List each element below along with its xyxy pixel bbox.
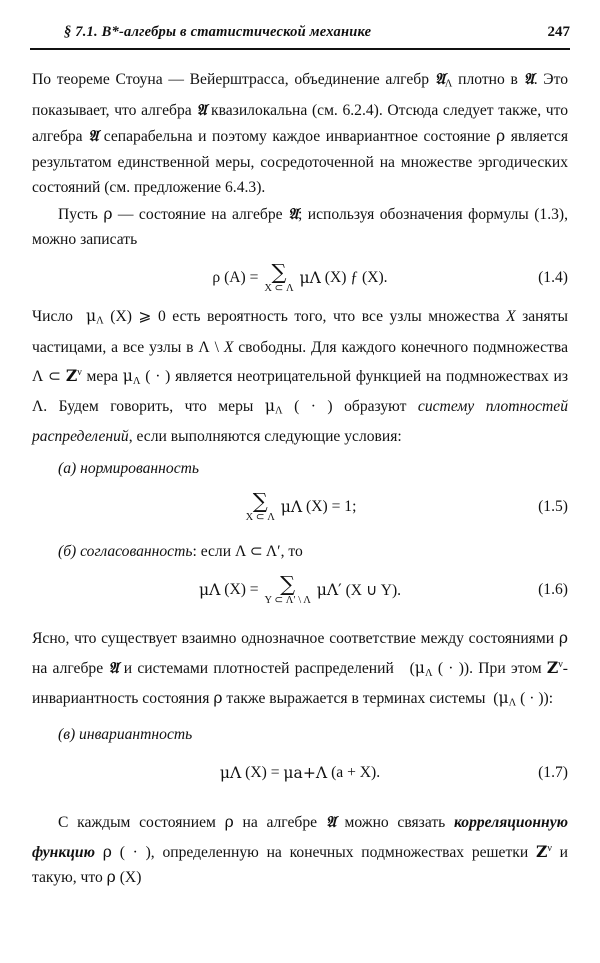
eq14-sum-symbol: ∑ <box>271 260 287 285</box>
eq14-rhs-tail: (X) ƒ (X). <box>324 269 388 287</box>
eq17-rhs-tail: (a + X). <box>331 764 381 782</box>
list-item-b-label: (б) согласованность <box>58 542 193 560</box>
eq14-number: (1.4) <box>538 269 568 287</box>
eq14-summation <box>264 260 294 295</box>
paragraph-1: По теореме Стоуна — Вейерштрасса, объединение алгебр 𝔄$_\Lambda$ плотно в 𝔄. Это показывает, что алгебра 𝔄 квазилокальна (см. 6.2.4). Отсюда следует также, что алгебра 𝔄 сепарабельна и поэтому каждое инвариантное состояние ρ является результатом единственной меры, сосредоточенной на множестве эргодических состояний (см. предложение 6.4.3). <box>32 69 569 197</box>
eq16-rhs-measure: μΛ′ <box>316 581 342 600</box>
paragraph-3: Число $\mu_\Lambda$ (X) ⩾ 0 есть вероятность того, что все узлы множества X заняты частицами, а все узлы в Λ \ X свободны. Для каждого конечного подмножества Λ ⊂ $Z^\nu$ мера $\mu_\Lambda$ ( · ) является неотрицательной функцией на подмножествах из Λ. Будем говорить, что меры $\mu_\Lambda$ ( · ) образуют систему плотностей распределений, если выполняются следующие условия: <box>32 307 568 446</box>
eq15-summation <box>245 488 275 524</box>
eq15-sum-symbol: ∑ <box>252 488 268 513</box>
eq15-rhs-tail: (X) = 1; <box>306 497 357 515</box>
eq17-number: (1.7) <box>538 764 568 782</box>
equation-1-4 <box>32 261 568 295</box>
eq17-lhs-measure: μΛ <box>219 764 242 783</box>
list-item-a: (а) нормированность <box>58 459 199 477</box>
paragraph-2: Пусть ρ — состояние на алгебре 𝔄; используя обозначения формулы (1.3), можно записать <box>32 203 568 249</box>
phrase-density-system: систему плотностей распределений <box>32 398 568 446</box>
equation-1-5 <box>32 490 568 524</box>
eq14-lhs: ρ (A) = <box>212 269 259 287</box>
equation-1-7 <box>32 756 568 790</box>
phrase-correlation-function: корреляционную функцию <box>32 814 568 862</box>
eq17-rhs-measure: μa+Λ <box>283 764 328 783</box>
list-item-v: (в) инвариантность <box>58 726 193 744</box>
running-head-title: § 7.1. B*-алгебры в статистической механике <box>64 24 372 40</box>
eq16-sum-symbol: ∑ <box>280 572 296 597</box>
paragraph-4: Ясно, что существует взаимно однозначное соответствие между состояниями ρ на алгебре 𝔄 и системами плотностей распределений ($\mu_\Lambda$ ( · )). При этом $Z^\nu$-инвариантность состояния ρ также выражается в терминах системы ($\mu_\Lambda$ ( · )): <box>32 629 568 709</box>
eq14-sum-limits: X ⊂ Λ <box>264 283 294 295</box>
eq16-lhs-measure: μΛ <box>198 581 221 600</box>
eq15-sum-limits: X ⊂ Λ <box>245 511 275 523</box>
paragraph-5: С каждым состоянием ρ на алгебре 𝔄 можно связать корреляционную функцию ρ ( · ), определенную на конечных подмножествах решетки $Z^\nu$ и такую, что ρ (X) <box>32 812 569 887</box>
eq16-sum-limits: Y ⊂ Λ′ \ Λ <box>264 595 311 607</box>
list-item-b-rest: : если Λ ⊂ Λ′, то <box>192 542 303 560</box>
eq17-lhs-tail: (X) = <box>245 764 280 782</box>
list-item-b <box>32 539 568 564</box>
page-content <box>32 66 568 891</box>
eq14-measure: μΛ <box>299 269 321 288</box>
eq15-measure: μΛ <box>280 497 303 516</box>
eq16-number: (1.6) <box>538 581 568 599</box>
eq16-lhs-tail: (X) = <box>224 581 259 599</box>
page-header <box>30 24 570 41</box>
eq16-rhs-tail: (X ∪ Y). <box>345 581 402 599</box>
eq16-summation <box>264 572 311 607</box>
header-rule <box>30 48 570 50</box>
page-number: 247 <box>547 24 570 40</box>
eq15-number: (1.5) <box>538 497 568 515</box>
equation-1-6 <box>32 573 568 607</box>
